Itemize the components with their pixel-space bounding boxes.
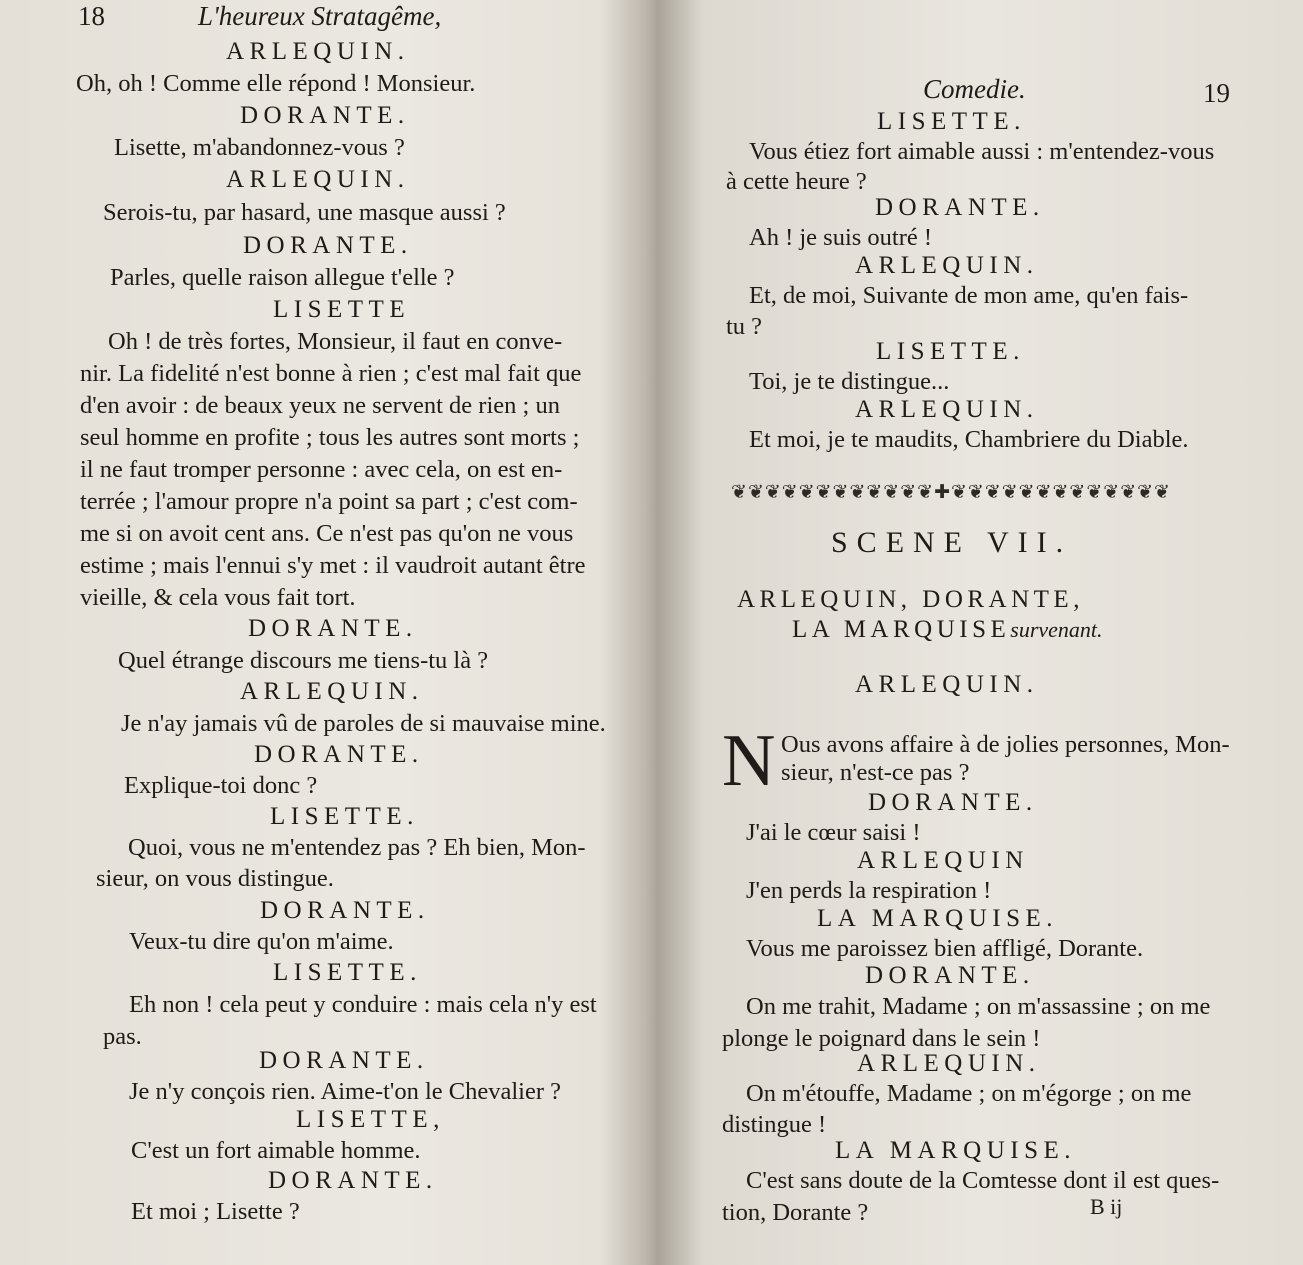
dialogue-line: Et, de moi, Suivante de mon ame, qu'en fais-	[749, 282, 1189, 309]
dialogue-line: Je n'ay jamais vû de paroles de si mauvaise mine.	[121, 710, 606, 737]
speaker-name: ARLEQUIN.	[226, 38, 410, 65]
dialogue-line: Vous me paroissez bien affligé, Dorante.	[746, 935, 1144, 962]
speaker-name: DORANTE.	[268, 1167, 438, 1194]
speaker-name: DORANTE.	[260, 897, 430, 924]
speaker-name: ARLEQUIN.	[857, 1050, 1041, 1077]
speaker-name: ARLEQUIN.	[855, 252, 1039, 279]
speaker-name: DORANTE.	[875, 194, 1045, 221]
dialogue-line: Veux-tu dire qu'on m'aime.	[129, 928, 394, 955]
dialogue-line: sieur, on vous distingue.	[96, 865, 334, 892]
character-name: LA MARQUISE	[792, 616, 1011, 643]
dialogue-line: On me trahit, Madame ; on m'assassine ; on me	[746, 993, 1211, 1020]
running-head: Comedie.	[923, 74, 1026, 104]
scene-characters-line2	[792, 615, 1103, 645]
speaker-name: LISETTE.	[876, 338, 1025, 365]
dialogue-line: pas.	[103, 1023, 142, 1050]
dialogue-line: C'est sans doute de la Comtesse dont il est ques-	[746, 1167, 1220, 1194]
dialogue-line: estime ; mais l'ennui s'y met : il vaudroit autant être	[80, 552, 586, 579]
speaker-name: LA MARQUISE.	[817, 905, 1059, 932]
dialogue-line: nir. La fidelité n'est bonne à rien ; c'est mal fait que	[80, 360, 582, 387]
dialogue-line: sieur, n'est-ce pas ?	[781, 759, 970, 786]
dialogue-line: me si on avoit cent ans. Ce n'est pas qu'on ne vous	[80, 520, 574, 547]
dialogue-line: Quel étrange discours me tiens-tu là ?	[118, 647, 489, 674]
speaker-name: DORANTE.	[254, 741, 424, 768]
dialogue-line: Explique-toi donc ?	[124, 772, 318, 799]
speaker-name: LISETTE.	[273, 959, 422, 986]
speaker-name: ARLEQUIN.	[855, 671, 1039, 698]
dialogue-line: terrée ; l'amour propre n'a point sa part ; c'est com-	[80, 488, 578, 515]
signature-mark: B ij	[1090, 1194, 1123, 1219]
scene-characters: ARLEQUIN, DORANTE,	[737, 586, 1084, 613]
dialogue-line: Je n'y conçois rien. Aime-t'on le Chevalier ?	[129, 1078, 562, 1105]
dialogue-line: Lisette, m'abandonnez-vous ?	[114, 134, 405, 161]
speaker-name: LISETTE	[273, 296, 411, 323]
dialogue-line: Oh, oh ! Comme elle répond ! Monsieur.	[76, 70, 476, 97]
dialogue-line: plonge le poignard dans le sein !	[722, 1025, 1041, 1052]
page-number: 18	[78, 1, 105, 31]
dialogue-line: C'est un fort aimable homme.	[131, 1137, 421, 1164]
speaker-name: ARLEQUIN.	[240, 678, 424, 705]
speaker-name: LISETTE.	[877, 108, 1026, 135]
dialogue-line: tu ?	[726, 313, 763, 340]
speaker-name: DORANTE.	[865, 962, 1035, 989]
dialogue-line: Parles, quelle raison allegue t'elle ?	[110, 264, 455, 291]
speaker-name: DORANTE.	[259, 1047, 429, 1074]
dialogue-line: J'en perds la respiration !	[746, 877, 992, 904]
speaker-name: LISETTE,	[296, 1106, 445, 1133]
speaker-name: ARLEQUIN	[857, 847, 1029, 874]
speaker-name: ARLEQUIN.	[855, 396, 1039, 423]
running-head: L'heureux Stratagême,	[198, 1, 442, 31]
scene-title: SCENE VII.	[831, 526, 1073, 559]
drop-cap: N	[722, 720, 776, 802]
dialogue-line: Serois-tu, par hasard, une masque aussi ?	[103, 199, 506, 226]
stage-direction: survenant.	[1010, 617, 1103, 642]
dialogue-line: vieille, & cela vous fait tort.	[80, 584, 356, 611]
speaker-name: DORANTE.	[868, 789, 1038, 816]
dialogue-line: Quoi, vous ne m'entendez pas ? Eh bien, Mon-	[128, 834, 586, 861]
speaker-name: DORANTE.	[248, 615, 418, 642]
speaker-name: LISETTE.	[270, 803, 419, 830]
dialogue-line: J'ai le cœur saisi !	[746, 819, 921, 846]
dialogue-line: tion, Dorante ?	[722, 1199, 869, 1226]
dialogue-line: Vous étiez fort aimable aussi : m'entendez-vous	[749, 138, 1215, 165]
dialogue-line: Et moi ; Lisette ?	[131, 1198, 300, 1225]
speaker-name: DORANTE.	[243, 232, 413, 259]
left-page	[0, 0, 650, 1265]
ornament-divider: ❦❦❦❦❦❦❦❦❦❦❦❦✚❦❦❦❦❦❦❦❦❦❦❦❦❦	[731, 482, 1171, 503]
dialogue-line: Et moi, je te maudits, Chambriere du Diable.	[749, 426, 1189, 453]
dialogue-line: Ah ! je suis outré !	[749, 224, 933, 251]
dialogue-line: Eh non ! cela peut y conduire : mais cela n'y est	[129, 991, 597, 1018]
speaker-name: ARLEQUIN.	[226, 166, 410, 193]
speaker-name: DORANTE.	[240, 102, 410, 129]
dialogue-line: à cette heure ?	[726, 168, 867, 195]
speaker-name: LA MARQUISE.	[835, 1137, 1077, 1164]
dialogue-line: Oh ! de très fortes, Monsieur, il faut en conve-	[108, 328, 563, 355]
right-page	[650, 0, 1303, 1265]
dialogue-line: Ous avons affaire à de jolies personnes, Mon-	[781, 731, 1230, 758]
dialogue-line: distingue !	[722, 1111, 827, 1138]
dialogue-line: il ne faut tromper personne : avec cela, on est en-	[80, 456, 563, 483]
dialogue-line: On m'étouffe, Madame ; on m'égorge ; on me	[746, 1080, 1192, 1107]
dialogue-line: Toi, je te distingue...	[749, 368, 950, 395]
dialogue-line: seul homme en profite ; tous les autres sont morts ;	[80, 424, 580, 451]
dialogue-line: d'en avoir : de beaux yeux ne servent de rien ; un	[80, 392, 560, 419]
page-number: 19	[1203, 78, 1230, 108]
